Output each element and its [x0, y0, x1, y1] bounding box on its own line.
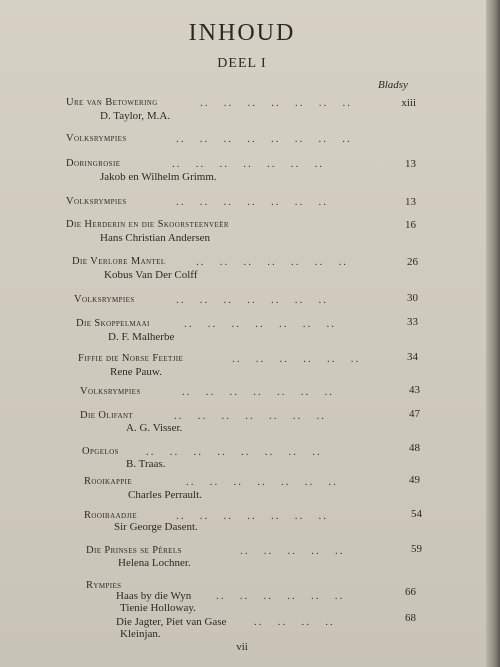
- entry-author: B. Traas.: [126, 458, 166, 470]
- entry-page: 13: [405, 196, 416, 208]
- entry-title: Opgelos: [82, 446, 119, 457]
- entry-title: Rooikappie: [84, 476, 132, 487]
- entry-title: Fiffie die Norse Feetjie: [78, 353, 184, 364]
- leader-dots: .. .. .. .. .. .. ..: [172, 158, 324, 170]
- entry-author: Rene Pauw.: [110, 366, 162, 378]
- leader-dots: .. .. .. .. .. .. ..: [196, 256, 348, 268]
- leader-dots: .. .. .. ..: [254, 616, 335, 628]
- entry-page: 30: [407, 292, 418, 304]
- entry-title: Volksrympies: [66, 196, 127, 207]
- leader-dots: .. .. .. .. .. .. ..: [186, 476, 338, 488]
- leader-dots: .. .. .. .. .. .. ..: [174, 410, 326, 422]
- entry-author: A. G. Visser.: [126, 422, 183, 434]
- leader-dots: .. .. .. .. .. .. ..: [176, 196, 328, 208]
- leader-dots: .. .. .. .. ..: [240, 545, 345, 557]
- entry-page: 68: [405, 612, 416, 624]
- leader-dots: .. .. .. .. .. ..: [232, 353, 361, 365]
- entry-author: Helena Lochner.: [118, 557, 191, 569]
- entry-author: Jakob en Wilhelm Grimm.: [100, 171, 217, 183]
- entry-page: 26: [407, 256, 418, 268]
- leader-dots: .. .. .. .. .. .. ..: [176, 294, 328, 306]
- entry-author: D. F. Malherbe: [108, 331, 175, 343]
- entry-title: Rooibaadjie: [84, 510, 138, 521]
- entry-title: Die Olifant: [80, 410, 134, 421]
- entry-page: 59: [411, 543, 422, 555]
- entry-title: Volksrympies: [66, 133, 127, 144]
- entry-author: Hans Christian Andersen: [100, 232, 210, 244]
- entry-page: 43: [409, 384, 420, 396]
- entry-page: 33: [407, 316, 418, 328]
- entry-page: 13: [405, 158, 416, 170]
- leader-dots: .. .. .. .. .. .. .. ..: [176, 133, 352, 145]
- entry-page: xiii: [401, 97, 416, 109]
- entry-page: 54: [411, 508, 422, 520]
- entry-title: Rympies: [86, 580, 122, 591]
- entry-page: 66: [405, 586, 416, 598]
- entry-title: Doringrosie: [66, 158, 121, 169]
- entry-page: 49: [409, 474, 420, 486]
- entry-author: Charles Perrault.: [128, 489, 202, 501]
- entry-author: Kobus Van Der Colff: [104, 269, 198, 281]
- entry-page: 16: [405, 219, 416, 231]
- entry-page: 34: [407, 351, 418, 363]
- entry-author: D. Taylor, M.A.: [100, 110, 171, 122]
- contents-heading: INHOUD: [188, 20, 296, 46]
- entry-title: Ure van Betowering: [66, 97, 158, 108]
- leader-dots: .. .. .. .. .. .. ..: [184, 318, 336, 330]
- page-number: vii: [236, 641, 248, 653]
- entry-title: Die Jagter, Piet van Gase: [116, 616, 227, 628]
- entry-title: Die Prinses se Pêrels: [86, 545, 182, 556]
- section-heading: DEEL I: [217, 56, 267, 71]
- entry-author: Sir George Dasent.: [114, 521, 198, 533]
- entry-title: Volksrympies: [74, 294, 135, 305]
- entry-title: Die Verlore Mantel: [72, 256, 166, 267]
- entry-author: Tienie Holloway.: [120, 602, 196, 614]
- entry-title: Volksrympies: [80, 386, 141, 397]
- leader-dots: .. .. .. .. .. .. .. ..: [146, 446, 322, 458]
- leader-dots: .. .. .. .. .. .. ..: [200, 97, 352, 109]
- entry-title: Die Skoppelmaai: [76, 318, 150, 329]
- leader-dots: .. .. .. .. .. .. ..: [176, 510, 328, 522]
- leader-dots: .. .. .. .. .. .. ..: [182, 386, 334, 398]
- entry-author: Kleinjan.: [120, 628, 161, 640]
- page-column-label: Bladsy: [378, 79, 408, 91]
- entry-title: Die Herderin en die Skoorsteenveër: [66, 219, 229, 230]
- page-edge-shadow: [486, 0, 500, 667]
- entry-page: 47: [409, 408, 420, 420]
- entry-title: Haas by die Wyn: [116, 590, 192, 602]
- entry-page: 48: [409, 442, 420, 454]
- leader-dots: .. .. .. .. .. ..: [216, 590, 345, 602]
